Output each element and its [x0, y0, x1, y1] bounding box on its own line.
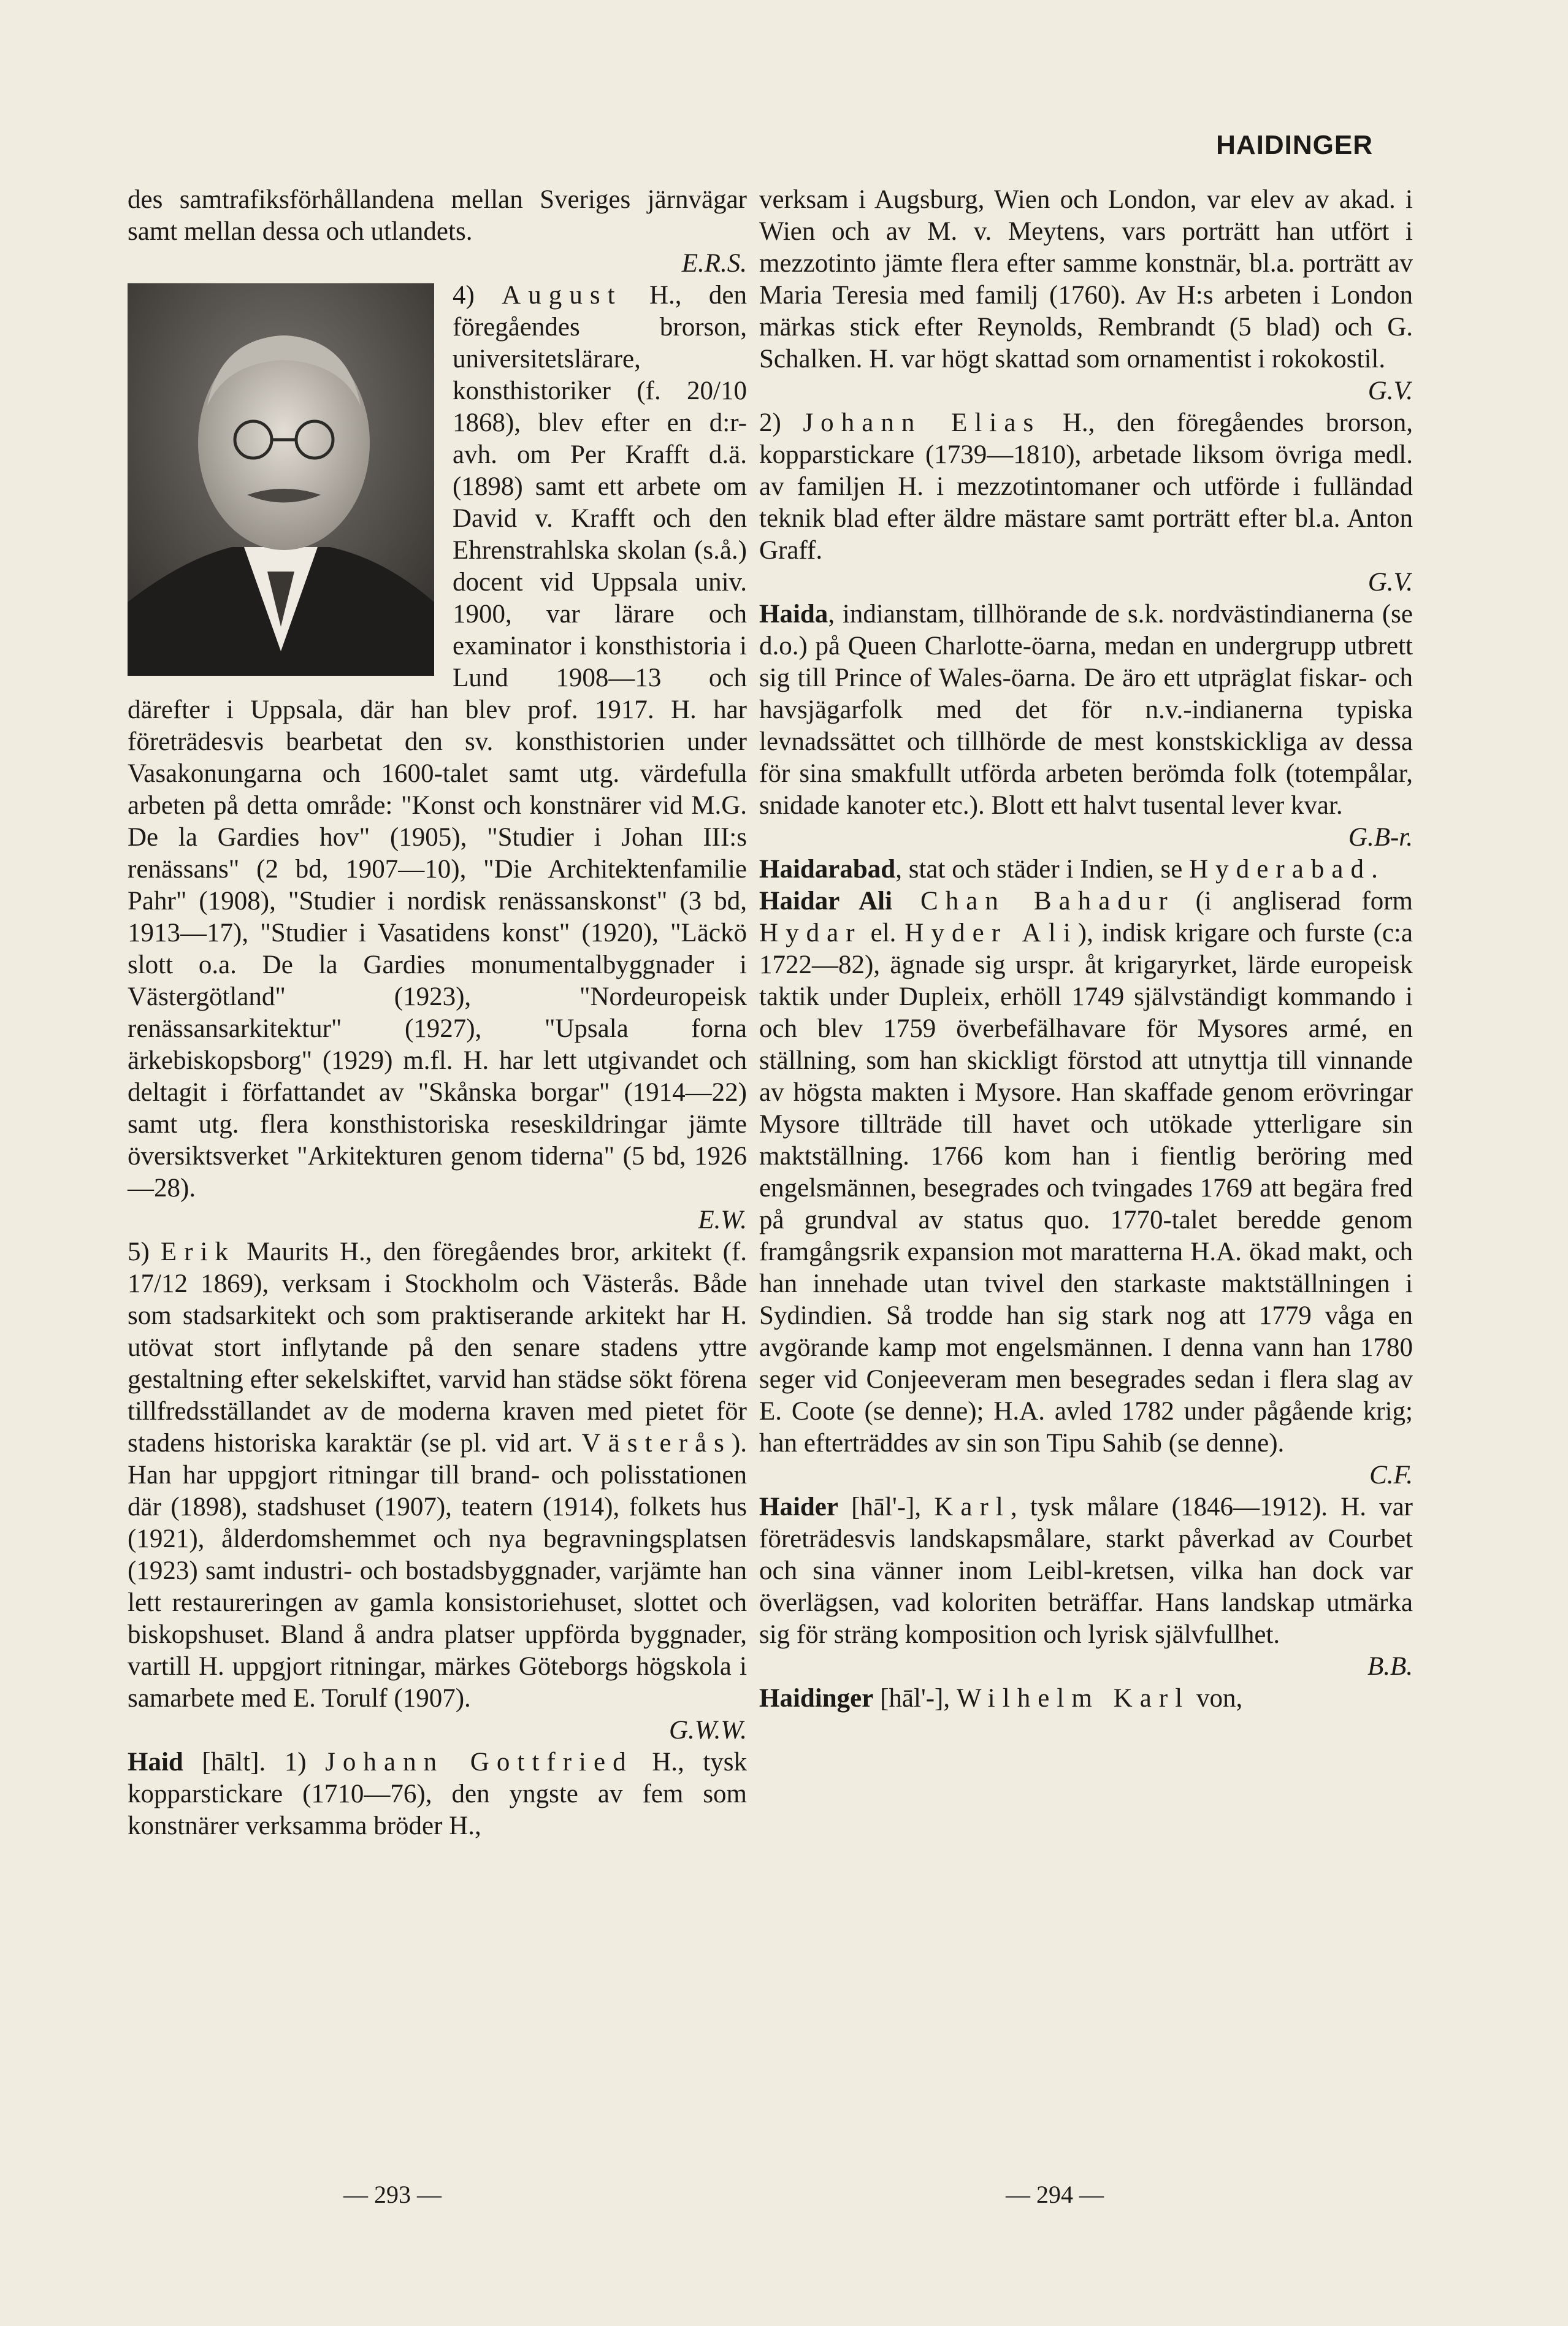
headword: Haidarabad	[759, 855, 896, 884]
page-number-left: — 293 —	[343, 2181, 442, 2208]
text: .	[1371, 855, 1378, 884]
text: [hāl'-],	[873, 1684, 957, 1713]
paragraph	[759, 886, 1413, 1491]
headword: Haider	[759, 1493, 838, 1521]
text: ), indisk krigare och furste (c:a 1722—82), ägnade sig urspr. åt krigaryrket, lärde europeisk taktik under Dupleix, erhöll 1749 självständigt kommando i och blev 1759 överbefälhavare för Mysores armé, en ställning, som han skickligt förstod att utnyttja till vinnande av högsta makten i Mysore. Han skaffade genom erövringar Mysore tillträde till havet och utökade ytterligare sin maktställning. 1766 kom han i fientlig beröring med engelsmännen, besegrades och tvingades 1769 att begära fred på grundval av status quo. 1770-talet beredde genom framgångsrik expansion mot maratterna H.A. ökad makt, och han innehade utan tvivel den starkaste maktställningen i Sydindien. Så trodde han sig stark nog att 1779 våga en avgörande kamp mot engelsmännen. I denna vann han 1780 seger vid Conjeeveram men besegrades sedan i flera slag av E. Coote (se denne); H.A. avled 1782 under pågående krig; han efterträddes av sin son Tipu Sahib (se denne).	[759, 919, 1413, 1458]
text: el.	[862, 919, 905, 947]
running-head: HAIDINGER	[1216, 130, 1373, 160]
text: [hālt]. 1)	[183, 1748, 326, 1777]
alt-name: Hyder Ali	[904, 919, 1078, 947]
portrait-photo	[128, 283, 434, 676]
text: H., den föregåendes brorson, kopparstickare (1739—1810), arbetade liksom övriga medl. av familjen H. i mezzotintomaner och utförde i fulländad teknik blad efter äldre mästare samt porträtt efter bl.a. Anton Graff.	[759, 408, 1413, 565]
author-signature: G.V.	[1367, 568, 1413, 597]
alt-name: Hydar	[759, 919, 862, 947]
text: , indianstam, tillhörande de s.k. nordvästindianerna (se d.o.) på Queen Charlotte-öarna, medan en undergrupp utbrett sig till Prince of Wales-öarna. De äro ett utpräglat fiskar- och havsjägarfolk med det för n.v.-indianerna typiska levnadssättet och tillhörde de mest konstskickliga av dessa för sina smakfullt utförda arbeten berömda folk (totempålar, snidade kanoter etc.). Blott ett halvt tusental lever kvar.	[759, 600, 1413, 820]
text: , tysk målare (1846—1912). H. var företrädesvis landskapsmålare, starkt påverkad av Courbet och sina vänner inom Leibl-kretsen, vilka han dock var överlägsen, vad koloriten beträffar. Hans landskap utmärka sig för sträng komposition och lyrisk självfullhet.	[759, 1493, 1413, 1649]
right-column	[759, 184, 1413, 1715]
text: ). Han har uppgjort ritningar till brand- och polisstationen där (1898), stadshuset (1907), teatern (1914), folkets hus (1921), ålderdomshemmet och nya begravningsplatsen (1923) samt industri- och bostadsbyggnader, varjämte han lett restaureringen av gamla konsistoriehuset, slottet och biskopshuset. Bland å andra platser uppförda byggnader, vartill H. uppgjort ritningar, märkes Göteborgs högskola i samarbete med E. Torulf (1907).	[128, 1429, 747, 1713]
cross-reference: Västerås	[581, 1429, 732, 1458]
paragraph	[128, 1746, 747, 1842]
paragraph	[759, 1491, 1413, 1683]
headword: Haidar Ali	[759, 887, 893, 916]
text: (i angliserad form	[1174, 887, 1413, 916]
paragraph	[128, 184, 747, 280]
paragraph	[759, 1683, 1413, 1715]
text: verksam i Augsburg, Wien och London, var elev av akad. i Wien och av M. v. Meytens, vars porträtt han utfört i mezzotinto jämte flera efter samme konstnär, bl.a. porträtt av Maria Teresia med familj (1760). Av H:s arbeten i London märkas stick efter Reynolds, Rembrandt (5 blad) och G. Schalken. H. var högt skattad som ornamentist i rokokostil.	[759, 185, 1413, 373]
author-signature: G.V.	[1367, 377, 1413, 405]
author-signature: E.W.	[698, 1206, 747, 1234]
paragraph	[759, 407, 1413, 599]
entry-august	[128, 280, 747, 1236]
paragraph	[128, 1236, 747, 1746]
headword: Haida	[759, 600, 828, 629]
text: Maurits H., den föregåendes bror, arkitekt (f. 17/12 1869), verksam i Stockholm och Västerås. Både som stadsarkitekt och som praktiserande arkitekt har H. utövat stort inflytande på den senare stadens yttre gestaltning efter sekelskiftet, varvid han städse sökt förena tillfredsställandet av de moderna kraven med pietet för stadens historiska karaktär (se pl. vid art.	[128, 1238, 747, 1458]
author-signature: G.B-r.	[1348, 823, 1413, 852]
text: von,	[1190, 1684, 1243, 1713]
text: des samtrafiksförhållandena mellan Sveriges järnvägar samt mellan dessa och utlandets.	[128, 185, 747, 246]
person-name: Johann Elias	[803, 408, 1041, 437]
left-column	[128, 184, 747, 1842]
headword: Haidinger	[759, 1684, 874, 1713]
paragraph	[759, 599, 1413, 854]
person-name: Karl	[934, 1493, 1011, 1521]
person-name: Wilhelm Karl	[956, 1684, 1190, 1713]
person-name: Johann Gottfried	[325, 1748, 633, 1777]
headword: Haid	[128, 1748, 183, 1777]
text: H., den föregåendes brorson, universitetslärare, konsthistoriker (f. 20/10 1868), blev efter en d:r-avh. om Per Krafft d.ä. (1898) samt ett arbete om David v. Krafft och den Ehrenstrahlska skolan (s.å.) docent vid Uppsala univ. 1900, var lärare och examinator i konsthistoria i Lund 1908—13 och därefter i Uppsala, där han blev prof. 1917. H. har företrädesvis bearbetat den sv. konsthistorien under Vasakonungarna och 1600-talet samt utg. värdefulla arbeten på detta område: "Konst och konstnärer vid M.G. De la Gardies hov" (1905), "Studier i Johan III:s renässans" (2 bd, 1907—10), "Die Architektenfamilie Pahr" (1908), "Studier i nordisk renässanskonst" (3 bd, 1913—17), "Studier i Vasatidens konst" (1920), "Läckö slott o.a. De la Gardies monumentalbyggnader i Västergötland" (1923), "Nordeuropeisk renässansarkitektur" (1927), "Upsala forna ärkebiskopsborg" (1929) m.fl. H. har lett utgivandet och deltagit i författandet av "Skånska borgar" (1914—22) samt utg. flera konsthistoriska reseskildringar jämte översiktsverket "Arkitekturen genom tiderna" (5 bd, 1926—28).	[128, 281, 747, 1203]
person-name: Chan Bahadur	[892, 887, 1175, 916]
paragraph	[759, 854, 1413, 886]
author-signature: C.F.	[1369, 1461, 1413, 1490]
text: [hāl'-],	[838, 1493, 935, 1521]
text: , stat och städer i Indien, se	[895, 855, 1190, 884]
author-signature: E.R.S.	[681, 249, 747, 278]
page-number-right: — 294 —	[1006, 2181, 1104, 2208]
text: 5)	[128, 1238, 161, 1266]
person-name: August	[502, 281, 622, 310]
author-signature: B.B.	[1367, 1652, 1413, 1681]
person-name: Erik	[160, 1238, 236, 1266]
text: H., tysk kopparstickare (1710—76), den yngste av fem som konstnärer verksamma bröder H.,	[128, 1748, 747, 1840]
text: 4)	[453, 281, 502, 310]
paragraph	[759, 184, 1413, 407]
text: 2)	[759, 408, 803, 437]
cross-reference: Hyderabad	[1189, 855, 1372, 884]
author-signature: G.W.W.	[668, 1716, 747, 1745]
